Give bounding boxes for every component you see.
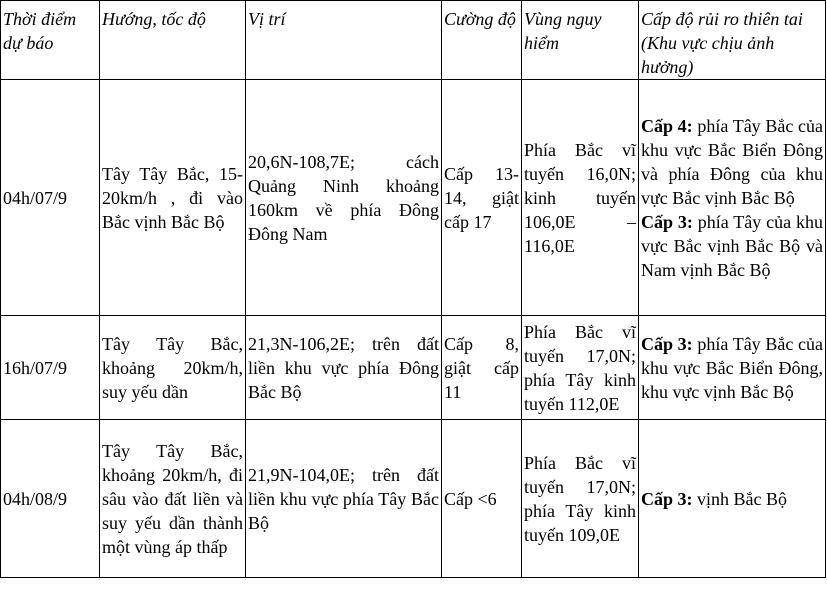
header-direction: Hướng, tốc độ bbox=[100, 1, 246, 80]
header-row bbox=[1, 1, 826, 80]
danger-zone-cell: Phía Bắc vĩ tuyến 16,0N; kinh tuyến 106,0E – 116,0E bbox=[522, 80, 639, 316]
risk-area: phía Tây Bắc của khu vực Bắc Biển Đông, khu vực vịnh Bắc Bộ bbox=[641, 333, 823, 402]
header-danger-zone: Vùng nguy hiểm bbox=[522, 1, 639, 80]
risk-level-label: Cấp 3: bbox=[641, 333, 693, 354]
time-cell: 16h/07/9 bbox=[1, 316, 100, 420]
table-row bbox=[1, 80, 826, 316]
risk-level-label: Cấp 3: bbox=[641, 211, 693, 232]
risk-area: vịnh Bắc Bộ bbox=[692, 488, 788, 509]
risk-item bbox=[641, 487, 823, 511]
danger-zone-cell: Phía Bắc vĩ tuyến 17,0N; phía Tây kinh tuyến 109,0E bbox=[522, 420, 639, 578]
risk-level-label: Cấp 4: bbox=[641, 115, 693, 136]
direction-cell: Tây Tây Bắc, khoảng 20km/h, đi sâu vào đất liền và suy yếu dần thành một vùng áp thấp bbox=[100, 420, 246, 578]
table-row bbox=[1, 316, 826, 420]
direction-cell: Tây Tây Bắc, khoảng 20km/h, suy yếu dần bbox=[100, 316, 246, 420]
header-position: Vị trí bbox=[246, 1, 442, 80]
intensity-cell: Cấp 8, giật cấp 11 bbox=[442, 316, 522, 420]
risk-cell bbox=[639, 316, 826, 420]
position-cell: 20,6N-108,7E; cách Quảng Ninh khoảng 160km về phía Đông Đông Nam bbox=[246, 80, 442, 316]
risk-item bbox=[641, 332, 823, 404]
time-cell: 04h/07/9 bbox=[1, 80, 100, 316]
intensity-cell: Cấp 13-14, giật cấp 17 bbox=[442, 80, 522, 316]
danger-zone-cell: Phía Bắc vĩ tuyến 17,0N; phía Tây kinh tuyến 112,0E bbox=[522, 316, 639, 420]
position-cell: 21,3N-106,2E; trên đất liền khu vực phía Đông Bắc Bộ bbox=[246, 316, 442, 420]
risk-item bbox=[641, 114, 823, 210]
risk-cell bbox=[639, 420, 826, 578]
risk-item bbox=[641, 210, 823, 282]
header-risk-level: Cấp độ rủi ro thiên tai (Khu vực chịu ảnh hưởng) bbox=[639, 1, 826, 80]
risk-level-label: Cấp 3: bbox=[641, 488, 693, 509]
table-row bbox=[1, 420, 826, 578]
intensity-cell: Cấp <6 bbox=[442, 420, 522, 578]
time-cell: 04h/08/9 bbox=[1, 420, 100, 578]
direction-cell: Tây Tây Bắc, 15-20km/h , đi vào Bắc vịnh Bắc Bộ bbox=[100, 80, 246, 316]
position-cell: 21,9N-104,0E; trên đất liền khu vực phía Tây Bắc Bộ bbox=[246, 420, 442, 578]
risk-area: phía Tây Bắc của khu vực Bắc Biển Đông và phía Đông của khu vực Bắc vịnh Bắc Bộ bbox=[641, 115, 823, 208]
header-time: Thời điểm dự báo bbox=[1, 1, 100, 80]
header-intensity: Cường độ bbox=[442, 1, 522, 80]
risk-area: phía Tây của khu vực Bắc vịnh Bắc Bộ và Nam vịnh Bắc Bộ bbox=[641, 211, 823, 280]
risk-cell bbox=[639, 80, 826, 316]
